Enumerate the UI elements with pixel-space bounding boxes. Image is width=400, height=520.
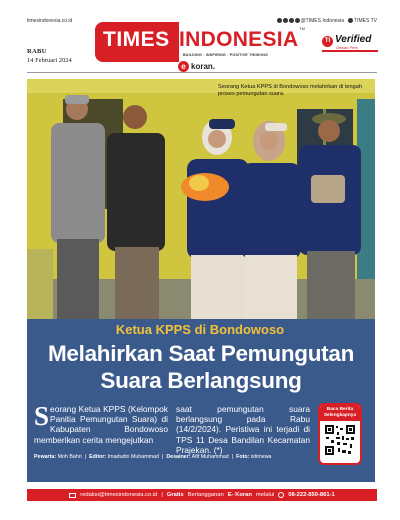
drop-cap: S [34,401,50,431]
designer-name: Afif Muhammad [191,454,229,460]
mail-icon [69,493,76,498]
logo-times: TIMES [103,28,170,51]
verified-subtitle: Dewan Pers [336,45,358,50]
qr-code-card[interactable] [318,403,362,465]
issue-day: RABU [27,48,47,55]
issue-date-text: 14 Februari 2024 [27,57,72,64]
subscribe-via: melalui [255,492,275,498]
ti-badge-icon: TI [322,36,333,47]
social-handle: @TIMES Indonesia [300,18,345,24]
tv-label: TIMES TV [354,18,377,24]
whatsapp-icon [278,492,284,498]
ekoran-e-icon: e [178,61,189,72]
subscribe-ekoran: E- Koran [227,492,252,498]
verified-underline [322,50,378,52]
ekoran-logo [178,60,215,72]
times-tv-link[interactable] [348,18,377,24]
footer-bar [27,489,377,501]
editor-label: Editor: [89,454,107,460]
tv-icon [348,18,353,23]
photo-credit-label: Foto: [236,454,250,460]
article-headline[interactable]: Melahirkan Saat Pemungutan Suara Berlangsung [47,341,355,393]
subscribe-free: Gratis [166,492,184,498]
times-indonesia-logo[interactable] [95,22,307,62]
masthead-divider [27,72,377,73]
designer-label: Desainer: [166,454,191,460]
logo-indonesia: INDONESIA [179,28,299,51]
article-body-column-2: saat pemungutan suara berlangsung pada Rabu (14/2/2024). Peristiwa ini terjadi di TPS 11 Desa Bandilan Kecamatan Prajekan. (*) [176,404,310,455]
photo-illustration [27,79,375,319]
ekoran-label: koran. [191,61,216,71]
reporter-label: Pewarta: [34,454,57,460]
main-photo [27,79,375,319]
logo-tagline: BUILDING · INSPIRING · POSITIVE THINKING [183,53,269,57]
article-kicker: Ketua KPPS di Bondowoso [115,322,285,337]
photo-caption: Seorang Ketua KPPS di Bondowoso melahirkan di tengah proses pemungutan suara. [218,84,362,97]
footer-phone[interactable]: 08-222-850-861-1 [288,492,335,498]
article-credits: Pewarta: Moh Bahri | Editor: Imadudin Muhammad | Desainer: Afif Muhammad | Foto: istimewa [34,454,272,460]
verified-dewan-pers-badge [322,34,378,54]
article-body-column-1 [34,401,168,445]
site-url[interactable]: timesindonesia.co.id [27,18,73,24]
qr-code-icon [324,424,356,456]
subscribe-text: Berlangganan [187,492,224,498]
reporter-name: Moh Bahri [57,454,82,460]
editor-name: Imadudin Muhammad [107,454,159,460]
logo-trademark: TM [299,26,305,31]
photo-credit: istimewa [250,454,272,460]
verified-title: Verified [335,34,372,45]
body-text-1: eorang Ketua KPPS (Kelompok Panitia Pemungutan Suara) di Kabupaten Bondowoso memberikan cerita mengejutkan [34,404,168,445]
footer-email[interactable]: redaksi@timesindonesia.co.id [80,492,158,498]
footer-separator: | [161,492,163,498]
qr-label: Baca Berita Selengkapnya [320,405,360,421]
